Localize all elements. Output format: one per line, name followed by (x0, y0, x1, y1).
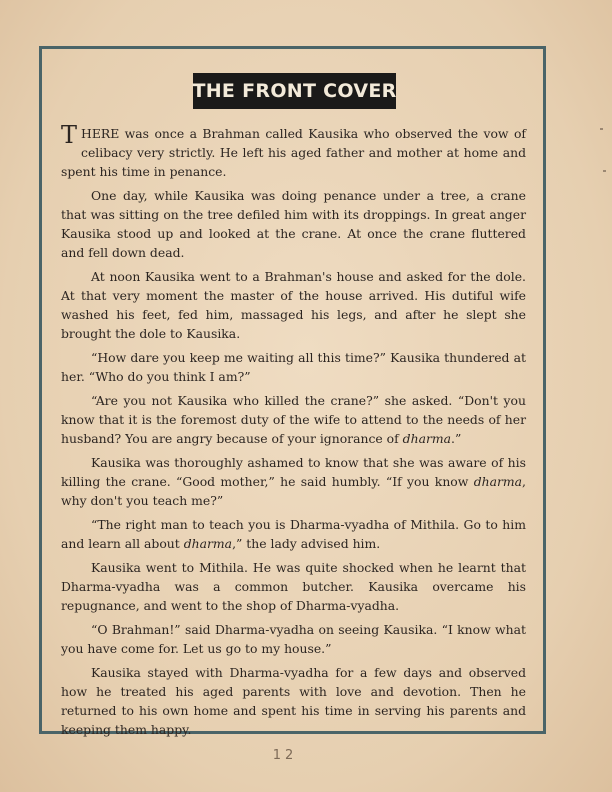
page-number: 12 (272, 748, 298, 763)
paragraph-7-italic: dharma (183, 536, 233, 551)
title-banner (193, 73, 396, 109)
story-text (61, 121, 526, 744)
paragraph-6 (61, 453, 526, 510)
paragraph-6-italic: dharma (473, 474, 523, 489)
paragraph-1 (61, 121, 526, 181)
paragraph-7 (61, 515, 526, 553)
paper-speck (603, 170, 606, 172)
paragraph-6-text-a: Kausika was thoroughly ashamed to know that she was aware of his killing the crane. “Good mother,” he said humbly. “If you know (61, 455, 526, 489)
paragraph-9: “O Brahman!” said Dharma-vyadha on seeing Kausika. “I know what you have come for. Let us go to my house.” (61, 622, 526, 656)
paragraph-7-text-b: ,” the lady advised him. (232, 536, 381, 551)
paragraph-5-italic: dharma (402, 431, 452, 446)
paragraph-7-text-a: “The right man to teach you is Dharma-vyadha of Mithila. Go to him and learn all about (61, 517, 526, 551)
paragraph-8: Kausika went to Mithila. He was quite shocked when he learnt that Dharma-vyadha was a common butcher. Kausika overcame his repugnance, and went to the shop of Dharma-vyadha. (61, 560, 526, 613)
paragraph-6-text-b: , why don't you teach me?” (61, 474, 526, 508)
drop-cap: T (61, 121, 78, 149)
paragraph-1-text: HERE was once a Brahman called Kausika who observed the vow of celibacy very strictly. He left his aged father and mother at home and spent his time in penance. (61, 126, 526, 179)
page-title: THE FRONT COVER (192, 80, 397, 102)
paragraph-5-text-a: “Are you not Kausika who killed the crane?” she asked. “Don't you know that it is the foremost duty of the wife to attend to the needs of her husband? You are angry because of your ignorance of (61, 393, 526, 446)
paragraph-5 (61, 391, 526, 448)
paragraph-5-text-b: .” (451, 431, 462, 446)
paragraph-3: At noon Kausika went to a Brahman's house and asked for the dole. At that very moment the master of the house arrived. His dutiful wife washed his feet, fed him, massaged his legs, and after he slept she brought the dole to Kausika. (61, 269, 526, 341)
paragraph-4: “How dare you keep me waiting all this time?” Kausika thundered at her. “Who do you think I am?” (61, 350, 526, 384)
paragraph-2: One day, while Kausika was doing penance under a tree, a crane that was sitting on the tree defiled him with its droppings. In great anger Kausika stood up and looked at the crane. At once the crane fluttered and fell down dead. (61, 188, 526, 260)
paper-speck (600, 128, 603, 130)
paragraph-10: Kausika stayed with Dharma-vyadha for a few days and observed how he treated his aged parents with love and devotion. Then he returned to his own home and spent his time in serving his parents and keeping them happy. (61, 665, 526, 737)
